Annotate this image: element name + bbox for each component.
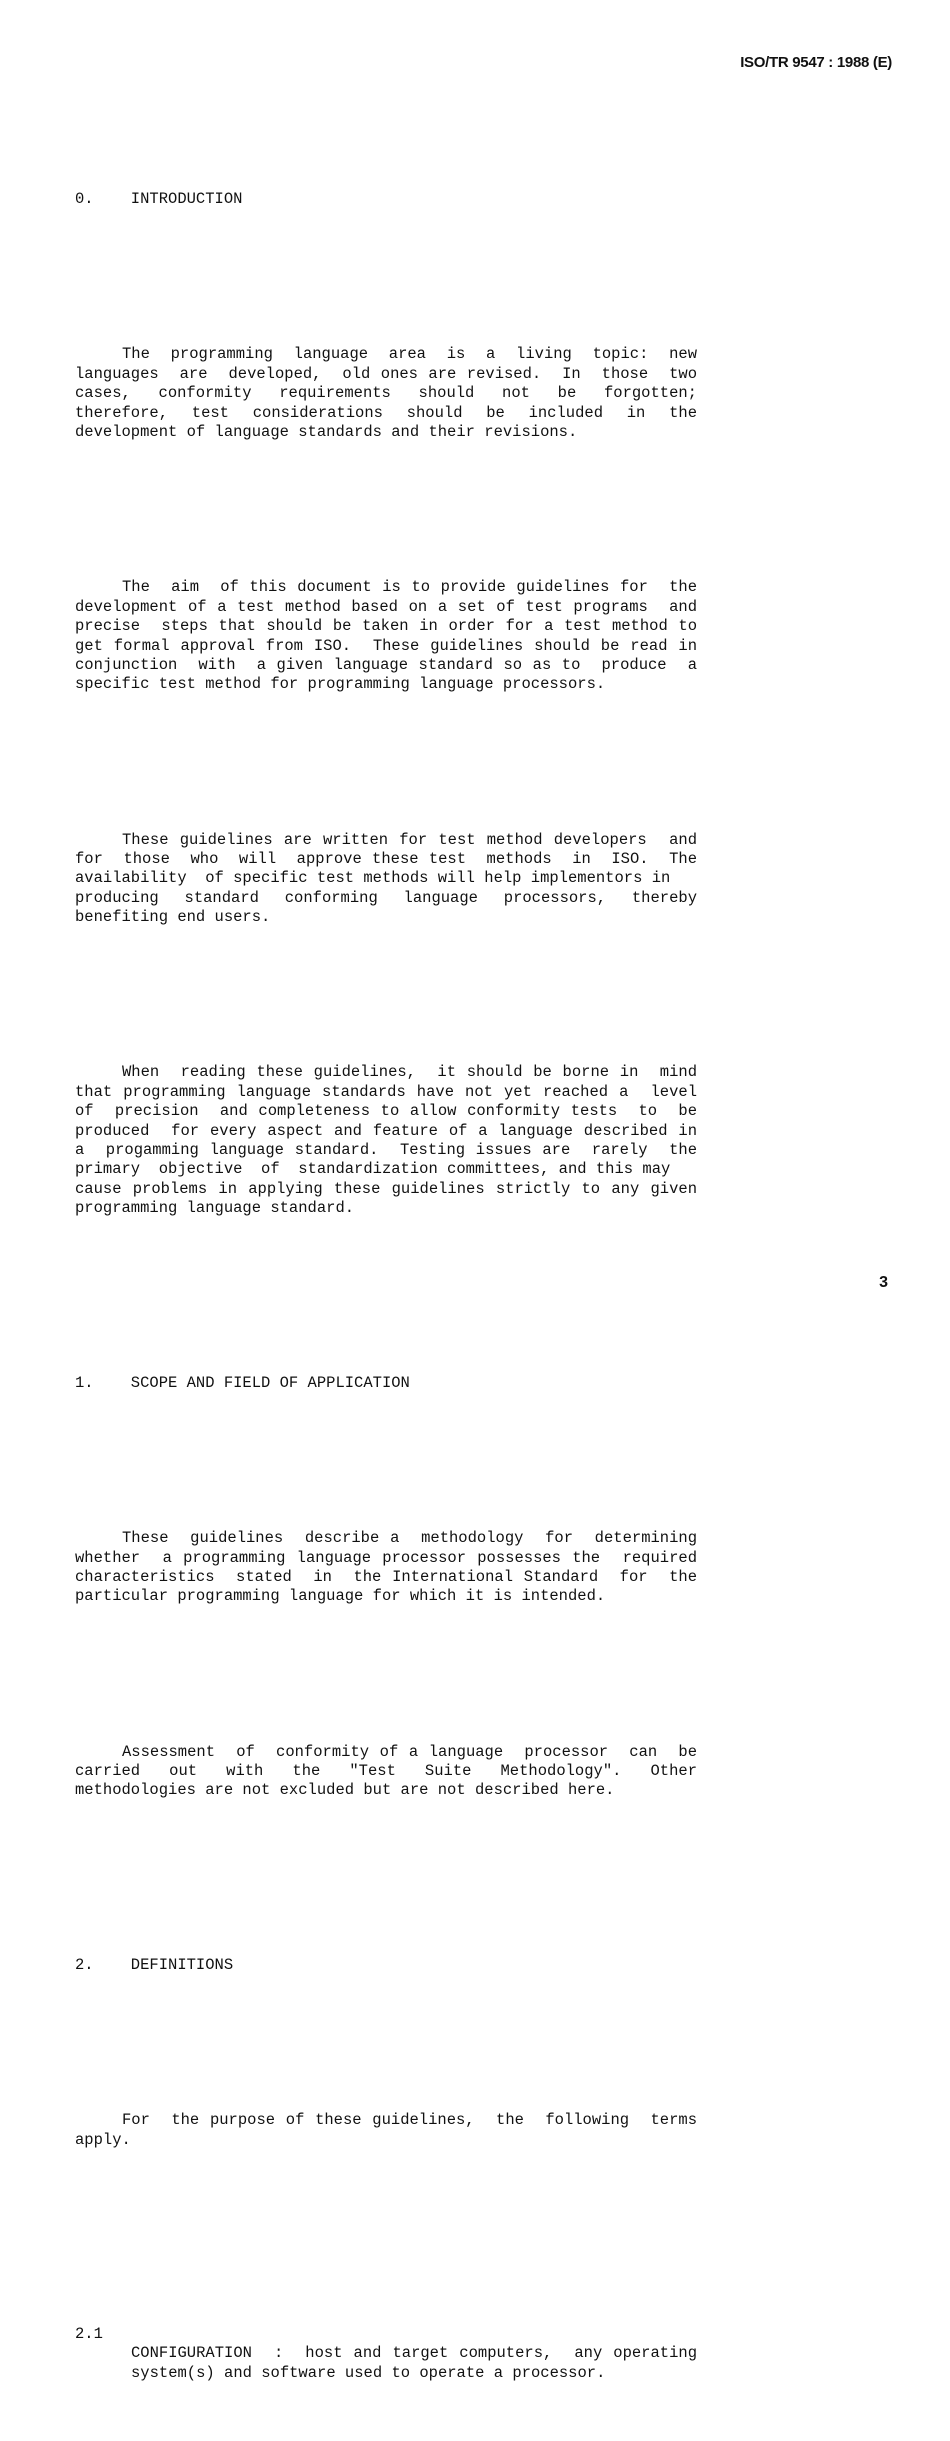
definition-text — [131, 2325, 697, 2383]
text-line: particular programming language for which it is intended. — [75, 1587, 606, 1606]
definition-number: 2.1 — [75, 2324, 103, 2343]
text-line: cause problems in applying these guidelines strictly to any given — [75, 1179, 697, 1198]
text-line: When reading these guidelines, it should be borne in mind — [122, 1063, 697, 1082]
scope-paragraph-1 — [75, 1510, 697, 1607]
intro-paragraph-2 — [75, 559, 697, 695]
text-line: methodologies are not excluded but are not described here. — [75, 1781, 615, 1800]
text-line: system(s) and software used to operate a processor. — [131, 2363, 606, 2382]
intro-paragraph-3 — [75, 811, 697, 927]
scope-paragraph-2 — [75, 1723, 697, 1801]
text-line: These guidelines are written for test method developers and — [122, 830, 697, 849]
definitions-paragraph-1 — [75, 2092, 697, 2150]
section-heading-introduction: 0. INTRODUCTION — [75, 190, 243, 209]
text-line: apply. — [75, 2130, 131, 2149]
document-body — [75, 132, 697, 2441]
intro-paragraph-4 — [75, 1044, 697, 1219]
text-line: conjunction with a given language standard so as to produce a — [75, 655, 697, 674]
text-line: For the purpose of these guidelines, the following terms — [122, 2111, 697, 2130]
text-line: specific test method for programming language processors. — [75, 675, 606, 694]
text-line: The programming language area is a living topic: new — [122, 345, 697, 364]
section-heading-definitions: 2. DEFINITIONS — [75, 1956, 234, 1975]
section-heading-scope: 1. SCOPE AND FIELD OF APPLICATION — [75, 1373, 410, 1392]
text-line: These guidelines describe a methodology for determining — [122, 1529, 697, 1548]
text-line: development of language standards and their revisions. — [75, 423, 578, 442]
text-line: development of a test method based on a set of test programs and — [75, 597, 697, 616]
text-line: primary objective of standardization committees, and this may — [75, 1160, 671, 1179]
text-line: benefiting end users. — [75, 908, 271, 927]
text-line: precise steps that should be taken in order for a test method to — [75, 617, 697, 636]
definition-2-1 — [75, 2325, 697, 2383]
intro-paragraph-1 — [75, 326, 697, 442]
text-line: The aim of this document is to provide guidelines for the — [122, 578, 697, 597]
document-identifier: ISO/TR 9547 : 1988 (E) — [740, 54, 892, 71]
text-line: carried out with the "Test Suite Methodology". Other — [75, 1762, 697, 1780]
text-line: whether a programming language processor possesses the required — [75, 1548, 697, 1567]
text-line: that programming language standards have not yet reached a level — [75, 1082, 697, 1101]
text-line: a progamming language standard. Testing issues are rarely the — [75, 1141, 697, 1160]
text-line: availability of specific test methods will help implementors in — [75, 869, 671, 888]
text-line: get formal approval from ISO. These guidelines should be read in — [75, 636, 697, 655]
text-line: programming language standard. — [75, 1199, 355, 1218]
text-line: languages are developed, old ones are revised. In those two — [75, 364, 697, 383]
text-line: cases, conformity requirements should not be forgotten; — [75, 384, 697, 403]
text-line: CONFIGURATION : host and target computers, any operating — [131, 2344, 697, 2363]
text-line: Assessment of conformity of a language processor can be — [122, 1742, 697, 1761]
text-line: characteristics stated in the International Standard for the — [75, 1567, 697, 1586]
text-line: for those who will approve these test methods in ISO. The — [75, 849, 697, 868]
text-line: of precision and completeness to allow conformity tests to be — [75, 1102, 697, 1121]
text-line: producing standard conforming language processors, thereby — [75, 888, 697, 907]
page-number: 3 — [879, 1274, 888, 1291]
text-line: produced for every aspect and feature of a language described in — [75, 1121, 697, 1140]
text-line: therefore, test considerations should be included in the — [75, 403, 697, 422]
